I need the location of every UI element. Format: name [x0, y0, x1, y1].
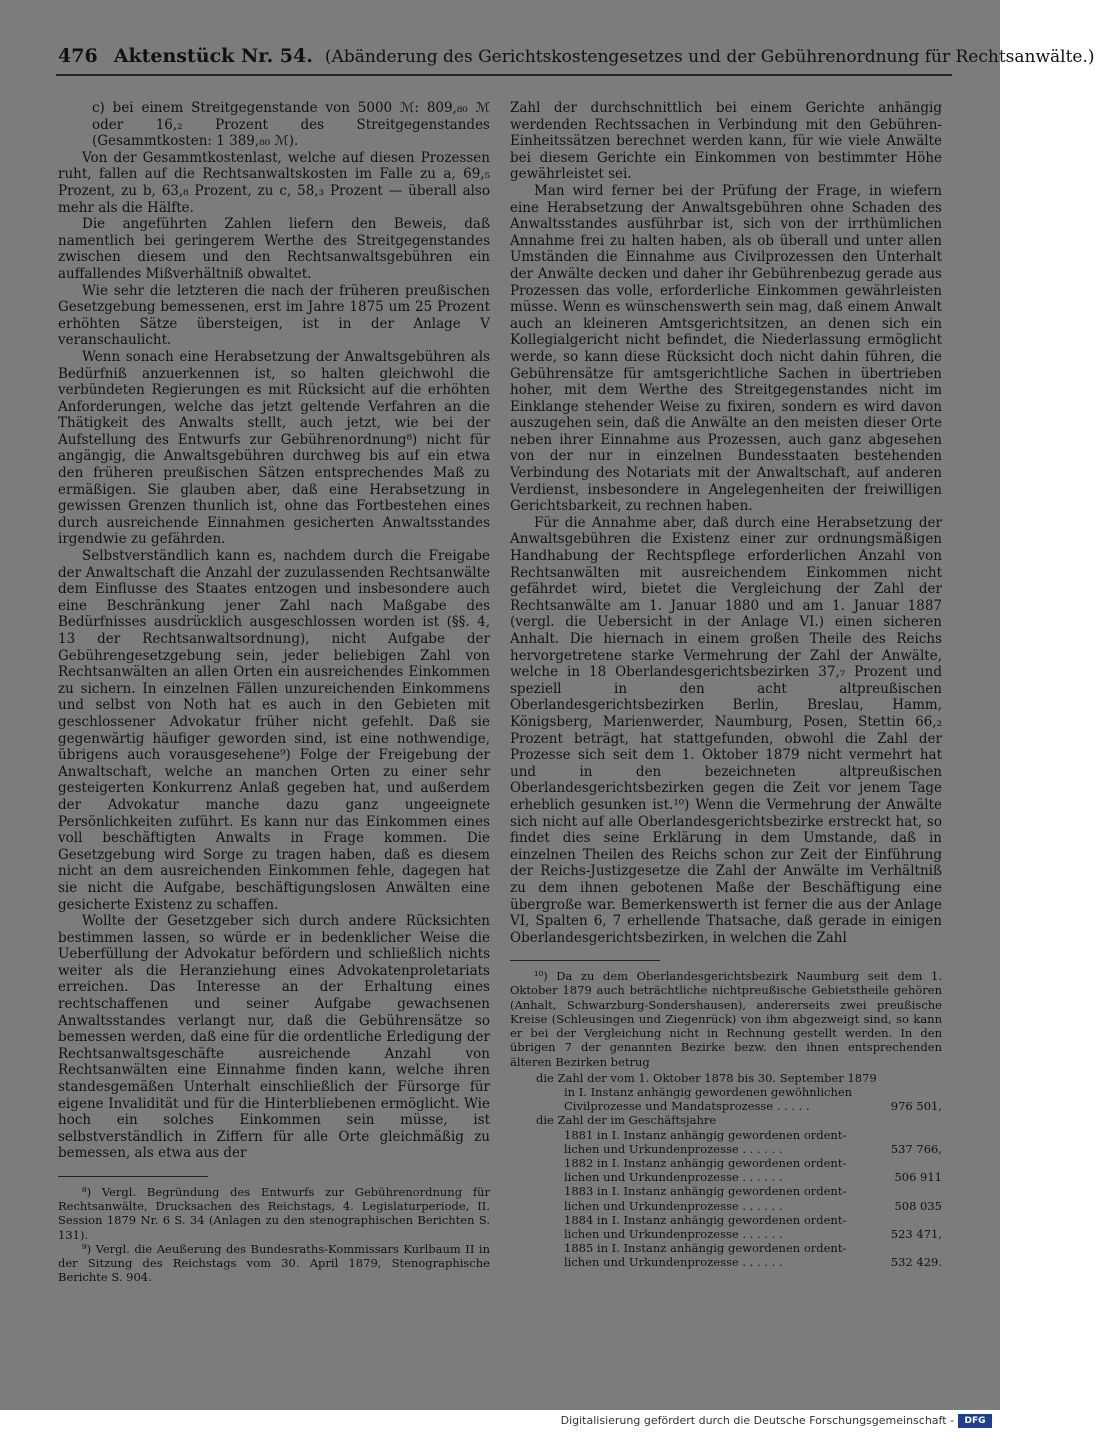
dfg-credit: Digitalisierung gefördert durch die Deutsche Forschungsgemeinschaft - — [560, 1414, 954, 1427]
statistics-row — [510, 1113, 942, 1127]
statistics-row — [510, 1241, 942, 1255]
statistics-label: Civilprozesse und Mandatsprozesse . . . . . — [564, 1099, 810, 1114]
page-header — [58, 44, 1095, 69]
statistics-value: 537 766, — [890, 1141, 942, 1156]
statistics-row — [510, 1184, 942, 1198]
statistics-row — [510, 1170, 942, 1184]
header-rule — [56, 74, 952, 76]
statistics-label: die Zahl der vom 1. Oktober 1878 bis 30. September 1879 — [536, 1070, 877, 1085]
paragraph: Selbstverständlich kann es, nachdem durch die Freigabe der Anwaltschaft die Anzahl der zuzulassenden Rechtsanwälte dem Einflusse des Staates entzogen und insbesondere auch eine Beschränkung jener Zahl nach Maßgabe des Bedürfnisses ausdrücklich ausgeschlossen worden ist (§§. 4, 13 der Rechtsanwaltsordnung), nicht Aufgabe der Gebührengesetzgebung sein, jeder beliebigen Zahl von Rechtsanwälten an allen Orten ein ausreichendes Einkommen zu sichern. In einzelnen Fällen unzureichenden Einkommens und selbst von Noth hat es auch in den Gebieten mit geschlossener Advokatur früher nicht gefehlt. Daß sie gegenwärtig häufiger geworden sind, ist eine nothwendige, übrigens auch vorausgesehene⁹) Folge der Freigebung der Anwaltschaft, welche an manchen Orten zu einer sehr gesteigerten Konkurrenz Anlaß gegeben hat, und außerdem der Advokatur manche dazu ganz ungeeignete Persönlichkeiten zuführt. Es kann nur das Einkommen eines voll beschäftigten Anwalts in Frage kommen. Die Gesetzgebung wird Sorge zu tragen haben, daß es diesem nicht an dem ausreichenden Einkommen fehle, dagegen hat sie nicht die Aufgabe, beschäftigungslosen Anwälten eine gesicherte Existenz zu schaffen. — [58, 548, 490, 913]
paragraph: c) bei einem Streitgegenstande von 5000 ℳ: 809,₈₀ ℳ oder 16,₂ Prozent des Streitgegenstandes (Gesammtkosten: 1 389,₈₀ ℳ). — [92, 100, 490, 150]
statistics-table — [510, 1071, 942, 1270]
left-column — [58, 100, 490, 1284]
paragraph: Wie sehr die letzteren die nach der früheren preußischen Gesetzgebung bemessenen, erst im Jahre 1875 um 25 Prozent erhöhten Sätze übersteigen, ist in der Anlage V veranschaulicht. — [58, 282, 490, 349]
statistics-label: lichen und Urkundenprozesse . . . . . . — [564, 1226, 783, 1241]
page-number: 476 — [58, 45, 98, 67]
statistics-label: die Zahl der im Geschäftsjahre — [536, 1113, 717, 1128]
statistics-row — [510, 1199, 942, 1213]
footnote: ¹⁰) Da zu dem Oberlandesgerichtsbezirk Naumburg seit dem 1. Oktober 1879 auch beträchtliche nichtpreußische Gebietstheile gehören (Anhalt, Schwarzburg-Sondershausen), andererseits zwei preußische Kreise (Schleusingen und Ziegenrück) von ihm abgezweigt sind, so kann er bei der Vergleichung nicht in Rechnung gestellt werden. In den übrigen 7 der genannten Bezirke bezw. den ihnen entsprechenden älteren Bezirken betrug — [510, 969, 942, 1069]
paragraph: Wollte der Gesetzgeber sich durch andere Rücksichten bestimmen lassen, so würde er in bedenklicher Weise die Ueberfüllung der Advokatur befördern und schließlich nichts weiter als die Heranziehung eines Advokatenproletariats erreichen. Das Interesse an der Erhaltung eines rechtschaffenen und seiner Aufgabe gewachsenen Anwaltsstandes verlangt nur, daß die Gebührensätze so bemessen werden, daß eine für die ordentliche Erledigung der Rechtsanwaltsgeschäfte ausreichende Anzahl von Rechtsanwälten eine Einnahme finden kann, welche ihren standesgemäßen Unterhalt einschließlich der Fürsorge für eigene Invalidität und für die Hinterbliebenen ermöglicht. Wie hoch ein solches Einkommen sein müsse, ist selbstverständlich in Ziffern für alle Orte gleichmäßig zu bemessen, als etwa aus der — [58, 913, 490, 1162]
header-description: (Abänderung des Gerichtskostengesetzes und der Gebührenordnung für Rechtsanwälte.) — [324, 47, 1095, 67]
statistics-label: lichen und Urkundenprozesse . . . . . . — [564, 1170, 783, 1185]
paragraph: Von der Gesammtkostenlast, welche auf diesen Prozessen ruht, fallen auf die Rechtsanwaltskosten im Falle zu a, 69,₅ Prozent, zu b, 63,₈ Prozent, zu c, 58,₃ Prozent — überall also mehr als die Hälfte. — [58, 149, 490, 216]
statistics-row — [510, 1142, 942, 1156]
statistics-label: lichen und Urkundenprozesse . . . . . . — [564, 1255, 783, 1270]
footnote-rule — [58, 1176, 208, 1177]
statistics-value: 506 911 — [894, 1170, 942, 1185]
statistics-value: 508 035 — [894, 1198, 942, 1213]
statistics-value: 976 501, — [890, 1099, 942, 1114]
statistics-row — [510, 1085, 942, 1099]
dfg-logo: DFG — [958, 1414, 992, 1428]
statistics-label: 1881 in I. Instanz anhängig gewordenen ordent- — [564, 1127, 847, 1142]
paragraph: Zahl der durchschnittlich bei einem Gerichte anhängig werdenden Rechtssachen in Verbindung mit den Gebühren-Einheitssätzen berechnet werden kann, für wie viele Anwälte bei diesem Gerichte ein Einkommen von bestimmter Höhe gewährleistet sei. — [510, 100, 942, 183]
statistics-row — [510, 1213, 942, 1227]
statistics-label: 1882 in I. Instanz anhängig gewordenen ordent- — [564, 1155, 847, 1170]
statistics-value: 532 429. — [890, 1255, 942, 1270]
footnote-rule — [510, 960, 660, 961]
statistics-row — [510, 1255, 942, 1269]
footnote: ⁹) Vergl. die Aeußerung des Bundesraths-Kommissars Kurlbaum II in der Sitzung des Reichstags vom 30. April 1879, Stenographische Berichte S. 904. — [58, 1241, 490, 1285]
paragraph: Für die Annahme aber, daß durch eine Herabsetzung der Anwaltsgebühren die Existenz einer zur ordnungsmäßigen Handhabung der Rechtspflege erforderlichen Anzahl von Rechtsanwälten mit ausreichendem Einkommen nicht gefährdet wird, bietet die Vergleichung der Zahl der Rechtsanwälte am 1. Januar 1880 und am 1. Januar 1887 (vergl. die Uebersicht in der Anlage VI.) einen sicheren Anhalt. Die hiernach in einem großen Theile des Reichs hervorgetretene starke Vermehrung der Zahl der Anwälte, welche in 18 Oberlandesgerichtsbezirken 37,₇ Prozent und speziell in den acht altpreußischen Oberlandesgerichtsbezirken Berlin, Breslau, Hamm, Königsberg, Marienwerder, Naumburg, Posen, Stettin 66,₂ Prozent beträgt, hat stattgefunden, obwohl die Zahl der Prozesse sich seit dem 1. Oktober 1879 nicht vermehrt hat und in den bezeichneten altpreußischen Oberlandesgerichtsbezirken gegen die Zeit vor jenem Tage erheblich gesunken ist.¹⁰) Wenn die Vermehrung der Anwälte sich nicht auf alle Oberlandesgerichtsbezirke erstreckt hat, so findet dies seine Erklärung in dem Umstande, daß in einzelnen Theilen des Reichs schon zur Zeit der Einführung der Reichs-Justizgesetze die Zahl der Anwälte im Verhältniß zu dem ihnen gebotenen Maße der Beschäftigung eine übergroße war. Bemerkenswerth ist ferner die aus der Anlage VI, Spalten 6, 7 erhellende Thatsache, daß gerade in einigen Oberlandesgerichtsbezirken, in welchen die Zahl — [510, 514, 942, 946]
statistics-value: 523 471, — [890, 1226, 942, 1241]
statistics-label: 1885 in I. Instanz anhängig gewordenen ordent- — [564, 1241, 847, 1256]
statistics-row — [510, 1071, 942, 1085]
statistics-label: 1884 in I. Instanz anhängig gewordenen ordent- — [564, 1212, 847, 1227]
statistics-label: lichen und Urkundenprozesse . . . . . . — [564, 1141, 783, 1156]
paragraph: Die angeführten Zahlen liefern den Beweis, daß namentlich bei geringerem Werthe des Streitgegenstandes zwischen diesem und den Rechtsanwaltsgebühren ein auffallendes Mißverhältniß obwaltet. — [58, 216, 490, 282]
statistics-row — [510, 1128, 942, 1142]
paragraph: Man wird ferner bei der Prüfung der Frage, in wiefern eine Herabsetzung der Anwaltsgebühren ohne Schaden des Anwaltsstandes ausführbar ist, sich von der irrthümlichen Annahme frei zu halten haben, als ob überall und unter allen Umständen die Einnahme aus Civilprozessen den Unterhalt der Anwälte decken und daher ihr Gebührenbezug gerade aus Prozessen das volle, erforderliche Einkommen gewährleisten müsse. Wenn es wünschenswerth sein mag, daß einem Anwalt auch an kleineren Amtsgerichtsitzen, an denen sich ein Kollegialgericht nicht befindet, die Niederlassung ermöglicht werde, so kann diese Rücksicht doch nicht dahin führen, die Gebührensätze für amtsgerichtliche Sachen in übertrieben hoher, mit dem Werthe des Streitgegenstandes nicht im Einklange stehender Weise zu fixiren, sondern es wird davon auszugehen sein, daß die Anwälte an den meisten dieser Orte neben ihrer Einnahme aus Prozessen, auch ganz abgesehen von der nur in einzelnen Bundesstaaten bestehenden Verbindung des Notariats mit der Anwaltschaft, auf anderen Verdienst, insbesondere in Angelegenheiten der freiwilligen Gerichtsbarkeit, zu rechnen haben. — [510, 182, 942, 515]
statistics-row — [510, 1227, 942, 1241]
statistics-label: lichen und Urkundenprozesse . . . . . . — [564, 1198, 783, 1213]
paragraph: Wenn sonach eine Herabsetzung der Anwaltsgebühren als Bedürfniß anzuerkennen ist, so halten gleichwohl die verbündeten Regierungen es mit Rücksicht auf die erhöhten Anforderungen, welche das jetzt geltende Verfahren an die Thätigkeit des Anwalts stellt, auch jetzt, wie bei der Aufstellung des Entwurfs zur Gebührenordnung⁸) nicht für angängig, die Anwaltsgebühren durchweg bis auf ein etwa den früheren preußischen Sätzen entsprechendes Maß zu ermäßigen. Sie glauben aber, daß eine Herabsetzung in gewissen Grenzen thunlich ist, ohne das Fortbestehen eines durch ausreichende Einnahmen gesicherten Anwaltsstandes irgendwie zu gefährden. — [58, 348, 490, 548]
statistics-row — [510, 1099, 942, 1113]
statistics-label: in I. Instanz anhängig gewordenen gewöhnlichen — [564, 1084, 853, 1099]
statistics-row — [510, 1156, 942, 1170]
statistics-label: 1883 in I. Instanz anhängig gewordenen ordent- — [564, 1184, 847, 1199]
page-footer — [0, 1410, 1000, 1432]
right-column — [510, 100, 942, 1270]
footnote: ⁸) Vergl. Begründung des Entwurfs zur Gebührenordnung für Rechtsanwälte, Drucksachen des Reichstags, 4. Legislaturperiode, II. Session 1879 Nr. 6 S. 34 (Anlagen zu den stenographischen Berichten S. 131). — [58, 1185, 490, 1242]
aktenstueck-label: Aktenstück Nr. 54. — [113, 45, 313, 67]
